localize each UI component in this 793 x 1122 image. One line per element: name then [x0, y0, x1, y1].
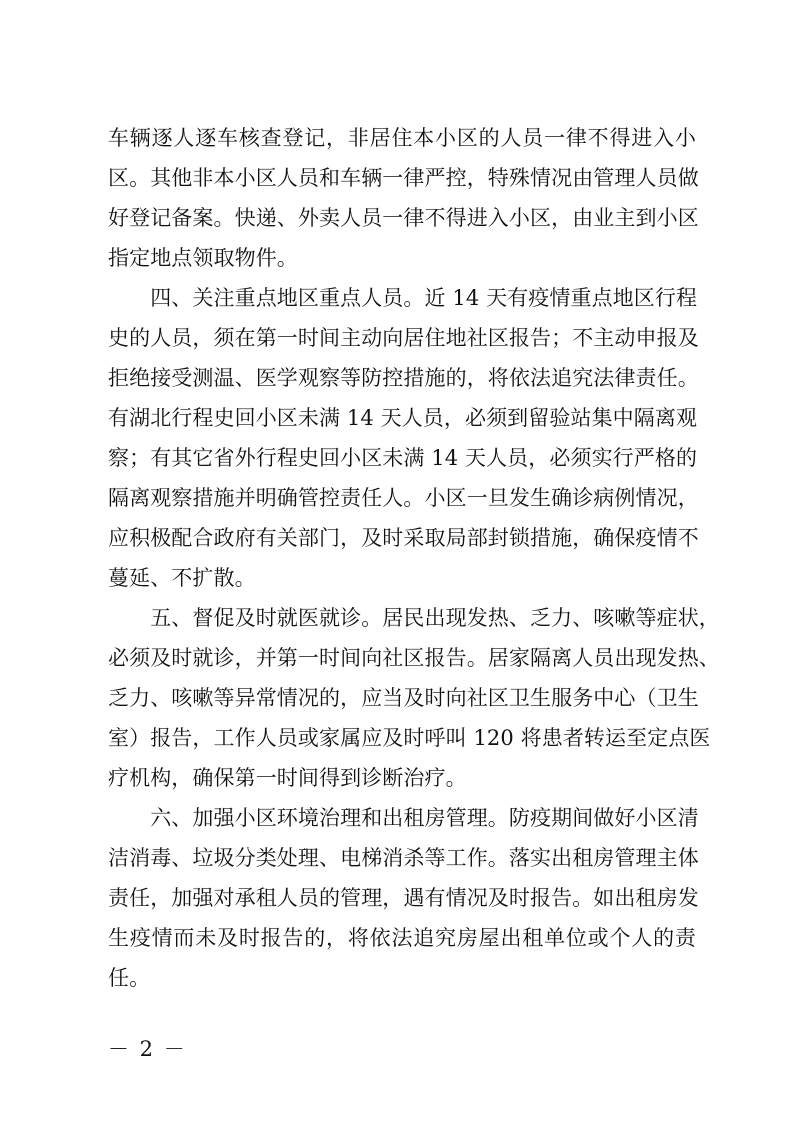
- text-line: 史的人员，须在第一时间主动向居住地社区报告；不主动申报及: [108, 326, 699, 350]
- text-line: 必须及时就诊，并第一时间向社区报告。居家隔离人员出现发热、: [108, 646, 720, 670]
- text-line: 蔓延、不扩散。: [108, 566, 256, 590]
- text-line: 室）报告，工作人员或家属应及时呼叫 120 将患者转运至定点医: [108, 726, 711, 750]
- paragraph-4: [108, 798, 699, 998]
- text-line: 察；有其它省外行程史回小区未满 14 天人员，必须实行严格的: [108, 446, 698, 470]
- text-line: 责任，加强对承租人员的管理，遇有情况及时报告。如出租房发: [108, 886, 699, 910]
- text-line: 洁消毒、垃圾分类处理、电梯消杀等工作。落实出租房管理主体: [108, 846, 699, 870]
- paragraph-3: [108, 598, 720, 798]
- paragraph-2: [108, 278, 699, 598]
- text-line: 任。: [108, 966, 151, 990]
- text-line: 指定地点领取物件。: [108, 246, 298, 270]
- text-line: 应积极配合政府有关部门，及时采取局部封锁措施，确保疫情不: [108, 526, 699, 550]
- text-line: 车辆逐人逐车核查登记，非居住本小区的人员一律不得进入小: [108, 126, 696, 150]
- text-line: 四、关注重点地区重点人员。近 14 天有疫情重点地区行程: [108, 286, 698, 310]
- text-line: 有湖北行程史回小区未满 14 天人员，必须到留验站集中隔离观: [108, 406, 698, 430]
- text-line: 五、督促及时就医就诊。居民出现发热、乏力、咳嗽等症状，: [108, 606, 720, 630]
- text-line: 好登记备案。快递、外卖人员一律不得进入小区，由业主到小区: [108, 206, 699, 230]
- page-number: － 2 －: [108, 1037, 187, 1061]
- body-text: [108, 118, 720, 998]
- text-line: 区。其他非本小区人员和车辆一律严控，特殊情况由管理人员做: [108, 166, 699, 190]
- text-line: 乏力、咳嗽等异常情况的，应当及时向社区卫生服务中心（卫生: [108, 686, 699, 710]
- text-line: 生疫情而未及时报告的，将依法追究房屋出租单位或个人的责: [108, 926, 696, 950]
- text-line: 隔离观察措施并明确管控责任人。小区一旦发生确诊病例情况，: [108, 486, 699, 510]
- paragraph-1: [108, 118, 699, 278]
- text-line: 拒绝接受测温、医学观察等防控措施的，将依法追究法律责任。: [108, 366, 699, 390]
- text-line: 疗机构，确保第一时间得到诊断治疗。: [108, 766, 467, 790]
- text-line: 六、加强小区环境治理和出租房管理。防疫期间做好小区清: [108, 806, 699, 830]
